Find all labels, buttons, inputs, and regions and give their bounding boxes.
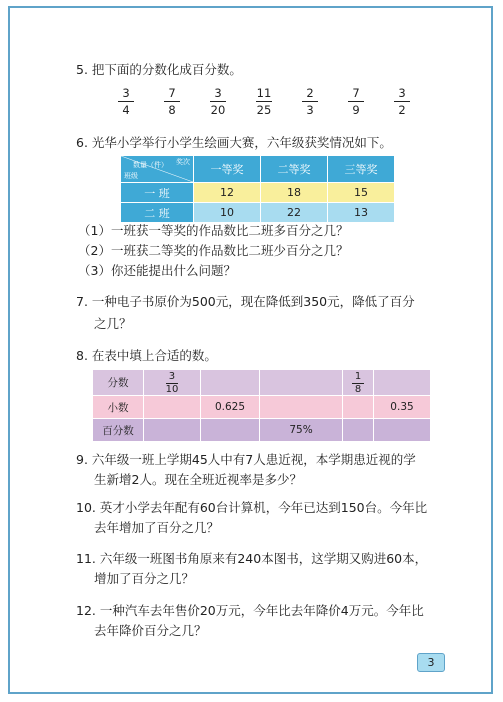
row-label: 小数 [93, 396, 144, 419]
question-8: 8. 在表中填上合适的数。 [76, 348, 217, 363]
table-cell: 18 [261, 183, 328, 203]
table-header: 一等奖 [194, 156, 261, 183]
question-11-line-1: 11. 六年级一班图书角原来有240本图书，这学期又购进60本， [76, 551, 428, 566]
table-cell: $\frac{1}{8}$ [343, 370, 374, 396]
page-number: 3 [417, 653, 445, 672]
question-6-sub-1: （1）一班获一等奖的作品数比二班多百分之几？ [78, 223, 349, 238]
row-label: 分数 [93, 370, 144, 396]
table-cell [343, 419, 374, 442]
table-cell [260, 396, 343, 419]
fraction: $\frac{3}{4}$ [118, 86, 134, 117]
question-11-line-2: 增加了百分之几？ [94, 571, 195, 586]
table-cell: 22 [261, 203, 328, 223]
question-6-sub-2: （2）一班获二等奖的作品数比二班少百分之几？ [78, 243, 349, 258]
table-cell [201, 419, 260, 442]
table-cell: 12 [194, 183, 261, 203]
fraction: $\frac{3}{20}$ [210, 86, 226, 117]
conversion-table [92, 369, 431, 442]
fraction: $\frac{11}{25}$ [256, 86, 272, 117]
table-header: 二等奖 [261, 156, 328, 183]
question-9-line-2: 生新增2人。现在全班近视率是多少？ [94, 472, 302, 487]
table-cell [374, 370, 431, 396]
question-10-line-2: 去年增加了百分之几？ [94, 520, 220, 535]
fraction: $\frac{7}{9}$ [348, 86, 364, 117]
table-header: 三等奖 [328, 156, 395, 183]
table-cell: 10 [194, 203, 261, 223]
table-cell [201, 370, 260, 396]
question-7-line-2: 之几？ [94, 316, 132, 331]
question-12-line-1: 12. 一种汽车去年售价20万元，今年比去年降价4万元。今年比 [76, 603, 424, 618]
table-cell [343, 396, 374, 419]
table-cell: 13 [328, 203, 395, 223]
table-cell [374, 419, 431, 442]
table-cell: 0.625 [201, 396, 260, 419]
question-6-sub-3: （3）你还能提出什么问题？ [78, 263, 236, 278]
question-10-line-1: 10. 英才小学去年配有60台计算机，今年已达到150台。今年比 [76, 500, 428, 515]
question-12-line-2: 去年降价百分之几？ [94, 623, 207, 638]
fraction: $\frac{3}{2}$ [394, 86, 410, 117]
table-cell: $\frac{3}{10}$ [144, 370, 201, 396]
table-cell [144, 396, 201, 419]
table-cell: 15 [328, 183, 395, 203]
row-label: 百分数 [93, 419, 144, 442]
table-cell: 0.35 [374, 396, 431, 419]
question-7-line-1: 7. 一种电子书原价为500元，现在降低到350元，降低了百分 [76, 294, 415, 309]
fraction-list [118, 86, 410, 117]
table-cell [260, 370, 343, 396]
awards-table [120, 155, 395, 223]
fraction: $\frac{2}{3}$ [302, 86, 318, 117]
question-9-line-1: 9. 六年级一班上学期45人中有7人患近视，本学期患近视的学 [76, 452, 416, 467]
table-cell: 75% [260, 419, 343, 442]
table-cell [144, 419, 201, 442]
row-label: 一 班 [121, 183, 194, 203]
fraction: $\frac{7}{8}$ [164, 86, 180, 117]
question-6: 6. 光华小学举行小学生绘画大赛，六年级获奖情况如下。 [76, 135, 392, 150]
row-label: 二 班 [121, 203, 194, 223]
question-5: 5. 把下面的分数化成百分数。 [76, 62, 242, 77]
diagonal-header-cell: 奖次 数量（件） 班级 [121, 156, 194, 183]
